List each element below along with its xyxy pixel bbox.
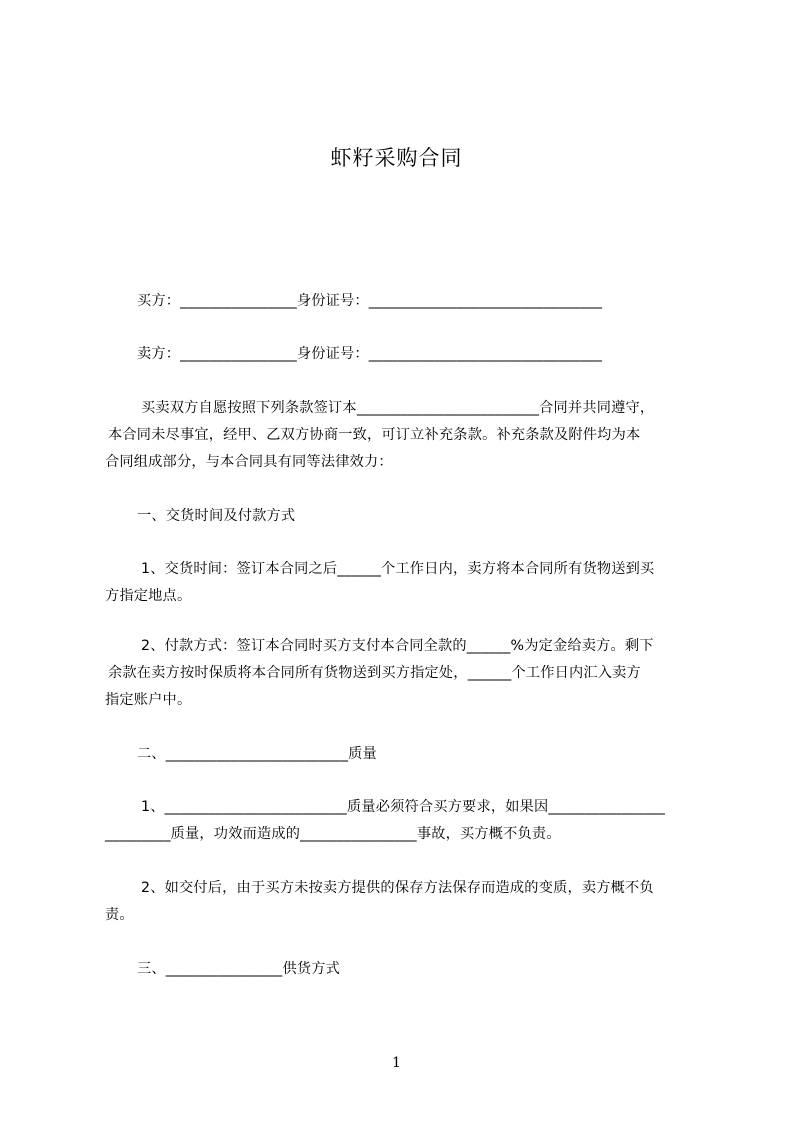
section-3-heading: 三、________________供货方式: [137, 961, 341, 977]
section-2-heading: 二、_________________________质量: [137, 746, 377, 762]
section-1-item-1-line-2: 方指定地点。: [105, 588, 192, 604]
seller-line: 卖方：________________身份证号：________________________________: [137, 346, 603, 362]
section-1-item-2-line-1: 2、付款方式：签订本合同时买方支付本合同全款的______%为定金给卖方。剩下: [141, 638, 654, 654]
page-number: 1: [392, 1055, 401, 1071]
document-title: 虾籽采购合同: [330, 146, 463, 170]
section-2-item-1-line-1: 1、_________________________质量必须符合买方要求，如果因________________: [141, 799, 666, 815]
section-1-item-2-line-3: 指定账户中。: [105, 692, 192, 708]
section-1-item-1-line-1: 1、交货时间：签订本合同之后______个工作日内，卖方将本合同所有货物送到买: [141, 561, 655, 577]
section-2-item-2-line-1: 2、如交付后，由于买方未按卖方提供的保存方法保存而造成的变质，卖方概不负: [141, 880, 654, 896]
intro-line-2: 本合同未尽事宜，经甲、乙双方协商一致，可订立补充条款。补充条款及附件均为本: [108, 427, 641, 443]
section-2-item-1-line-2: _________质量，功效而造成的________________事故，买方概不负责。: [105, 826, 561, 842]
intro-line-3: 合同组成部分，与本合同具有同等法律效力：: [105, 454, 393, 470]
section-1-heading: 一、交货时间及付款方式: [137, 508, 296, 524]
buyer-line: 买方：________________身份证号：________________________________: [137, 293, 603, 309]
section-2-item-2-line-2: 责。: [105, 907, 134, 923]
intro-line-1: 买卖双方自愿按照下列条款签订本_________________________合同并共同遵守，: [141, 400, 655, 416]
section-1-item-2-line-2: 余款在卖方按时保质将本合同所有货物送到买方指定处，______个工作日内汇入卖方: [108, 665, 641, 681]
